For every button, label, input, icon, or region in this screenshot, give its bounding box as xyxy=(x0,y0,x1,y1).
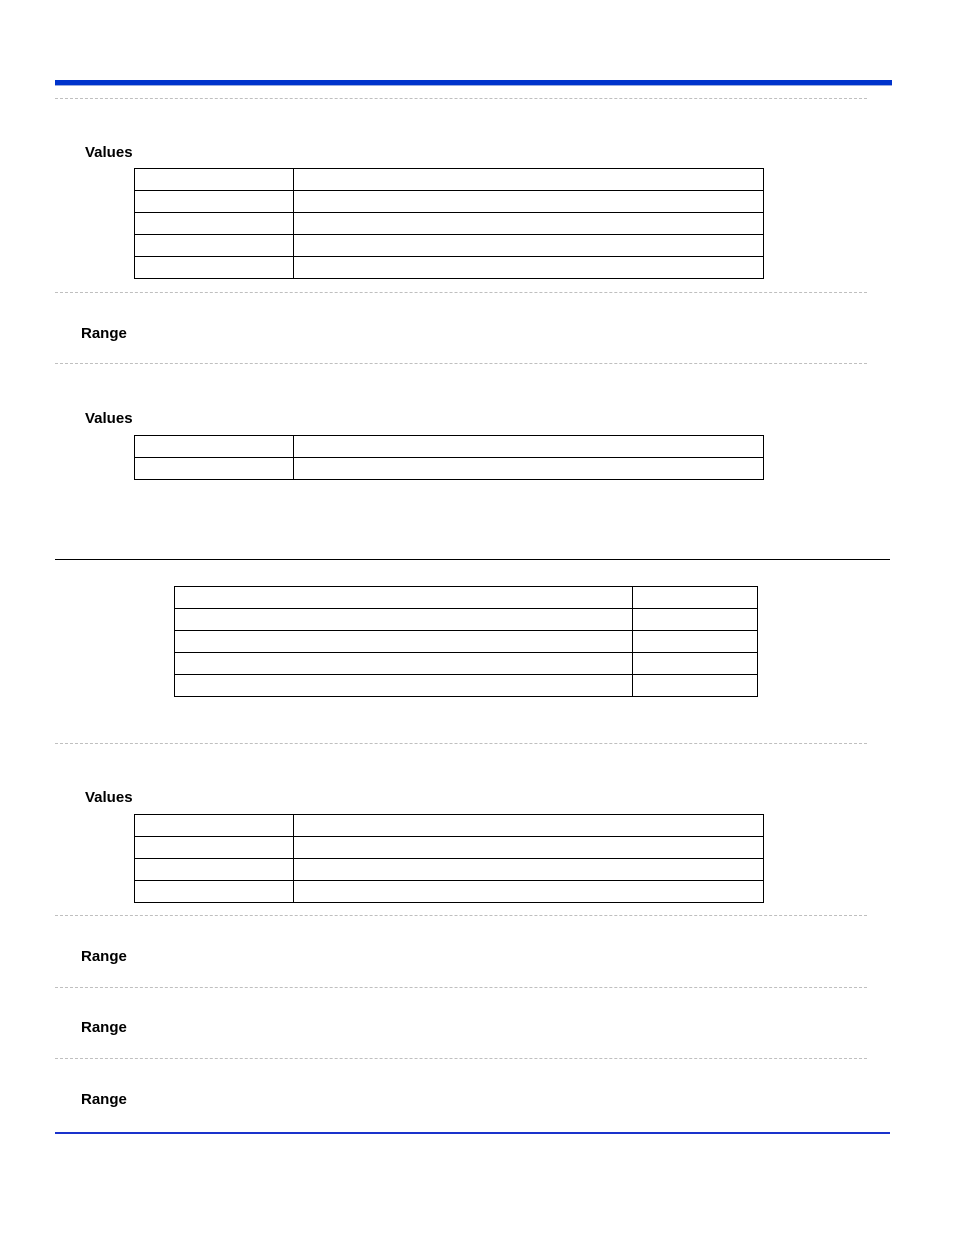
section-rule xyxy=(55,559,890,560)
table-row xyxy=(175,675,758,697)
table-cell xyxy=(294,837,764,859)
table-cell xyxy=(294,859,764,881)
section-separator xyxy=(55,915,867,916)
section-separator xyxy=(55,987,867,988)
section-separator xyxy=(55,743,867,744)
table-row xyxy=(135,213,764,235)
table-cell xyxy=(633,675,758,697)
range-heading: Range xyxy=(81,1019,127,1036)
range-heading: Range xyxy=(81,325,127,342)
summary-table xyxy=(174,586,758,697)
table-cell xyxy=(175,675,633,697)
table-row xyxy=(135,235,764,257)
range-heading: Range xyxy=(81,948,127,965)
values-table xyxy=(134,435,764,480)
table-cell xyxy=(135,458,294,480)
table-cell xyxy=(135,235,294,257)
table-cell xyxy=(135,815,294,837)
table-cell xyxy=(175,609,633,631)
table-row xyxy=(135,436,764,458)
table-cell xyxy=(633,631,758,653)
table-cell xyxy=(633,587,758,609)
table-row xyxy=(175,653,758,675)
table-cell xyxy=(175,653,633,675)
values-heading: Values xyxy=(85,410,133,427)
table-cell xyxy=(294,436,764,458)
table-row xyxy=(135,169,764,191)
section-separator xyxy=(55,1058,867,1059)
header-bar-shadow xyxy=(55,85,892,86)
range-heading: Range xyxy=(81,1091,127,1108)
values-heading: Values xyxy=(85,144,133,161)
table-cell xyxy=(135,191,294,213)
table-cell xyxy=(135,859,294,881)
table-cell xyxy=(294,815,764,837)
table-row xyxy=(135,859,764,881)
table-row xyxy=(135,881,764,903)
table-cell xyxy=(135,837,294,859)
table-row xyxy=(175,631,758,653)
section-separator xyxy=(55,363,867,364)
table-cell xyxy=(294,213,764,235)
table-row xyxy=(135,837,764,859)
table-cell xyxy=(175,587,633,609)
table-cell xyxy=(294,257,764,279)
table-cell xyxy=(633,653,758,675)
table-cell xyxy=(135,213,294,235)
table-row xyxy=(175,587,758,609)
table-cell xyxy=(175,631,633,653)
table-cell xyxy=(135,436,294,458)
section-separator xyxy=(55,292,867,293)
table-cell xyxy=(294,458,764,480)
table-cell xyxy=(135,881,294,903)
values-heading: Values xyxy=(85,789,133,806)
table-cell xyxy=(294,191,764,213)
table-row xyxy=(135,815,764,837)
table-cell xyxy=(135,257,294,279)
table-cell xyxy=(294,881,764,903)
table-row xyxy=(135,458,764,480)
table-row xyxy=(175,609,758,631)
table-cell xyxy=(294,169,764,191)
table-row xyxy=(135,257,764,279)
table-cell xyxy=(294,235,764,257)
table-cell xyxy=(633,609,758,631)
footer-bar xyxy=(55,1132,890,1134)
values-table xyxy=(134,814,764,903)
table-row xyxy=(135,191,764,213)
section-separator xyxy=(55,98,867,99)
values-table xyxy=(134,168,764,279)
table-cell xyxy=(135,169,294,191)
